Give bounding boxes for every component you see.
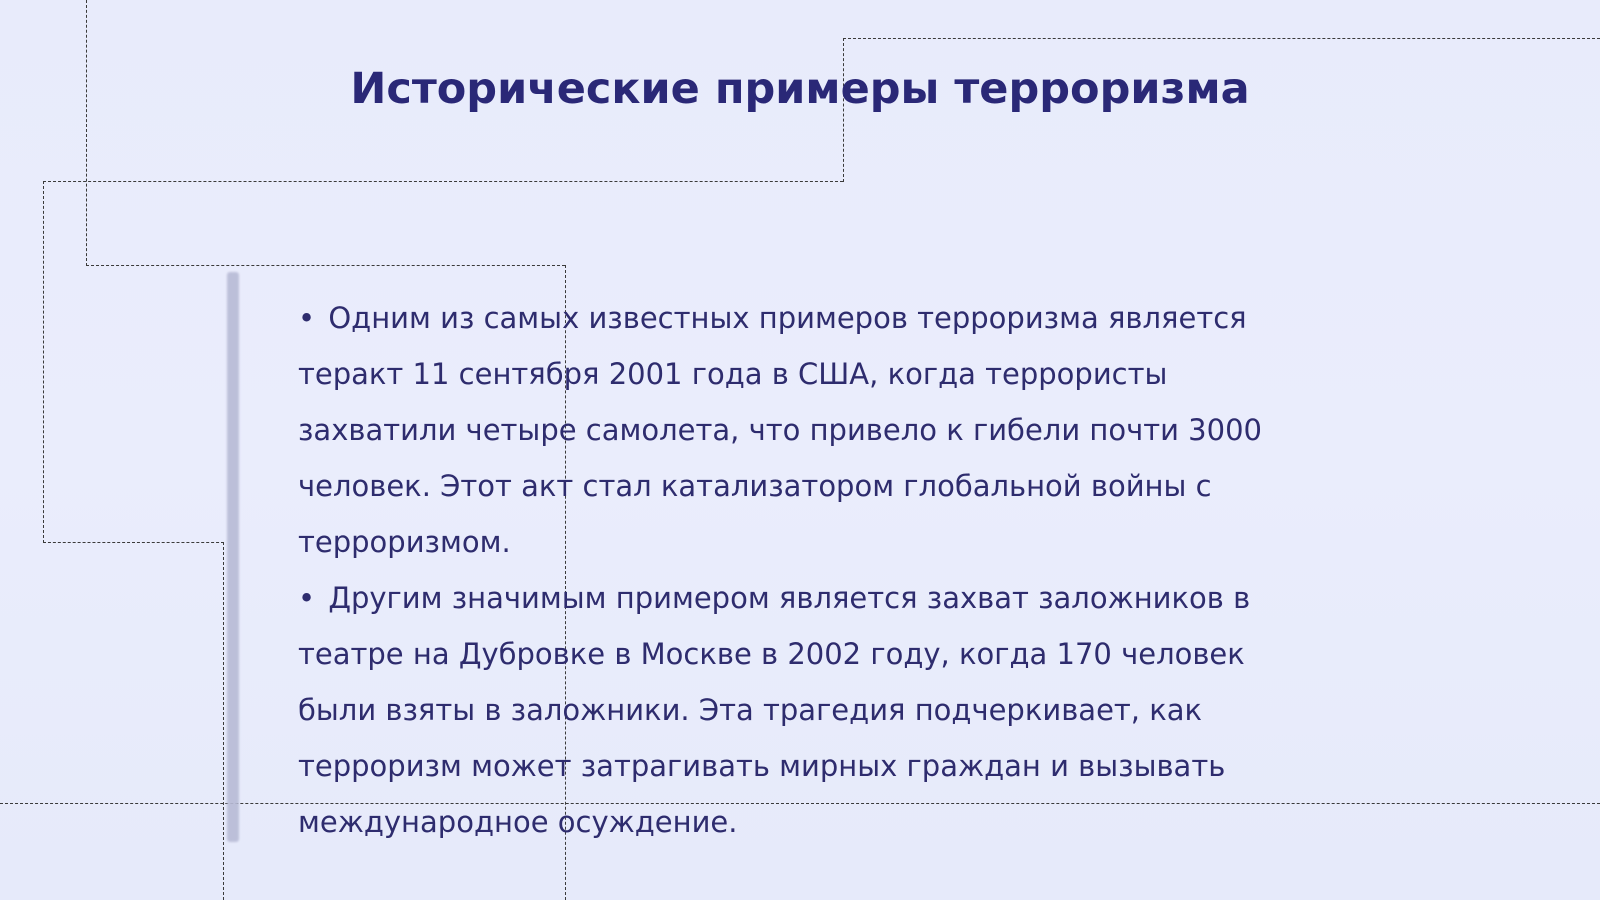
accent-bar (227, 272, 239, 842)
list-item (298, 570, 1278, 850)
guide-line (43, 181, 44, 543)
bullet-marker: • (298, 301, 316, 335)
guide-line (43, 181, 843, 182)
guide-line (43, 542, 224, 543)
list-item-text: Другим значимым примером является захват заложников в театре на Дубровке в Москве в 2002 году, когда 170 человек были взяты в заложники. Эта трагедия подчеркивает, как терроризм может затрагивать мирных граждан и вызывать международное осуждение. (298, 581, 1251, 839)
guide-line (86, 0, 87, 266)
guide-line (223, 542, 224, 900)
guide-line (86, 265, 565, 266)
guide-line (843, 38, 1600, 39)
bullet-marker: • (298, 581, 316, 615)
list-item (298, 290, 1278, 570)
list-item-text: Одним из самых известных примеров терроризма является теракт 11 сентября 2001 года в США, когда террористы захватили четыре самолета, что привело к гибели почти 3000 человек. Этот акт стал катализатором глобальной войны с терроризмом. (298, 301, 1262, 559)
slide-title: Исторические примеры терроризма (350, 64, 1250, 114)
bullet-list (298, 290, 1278, 850)
